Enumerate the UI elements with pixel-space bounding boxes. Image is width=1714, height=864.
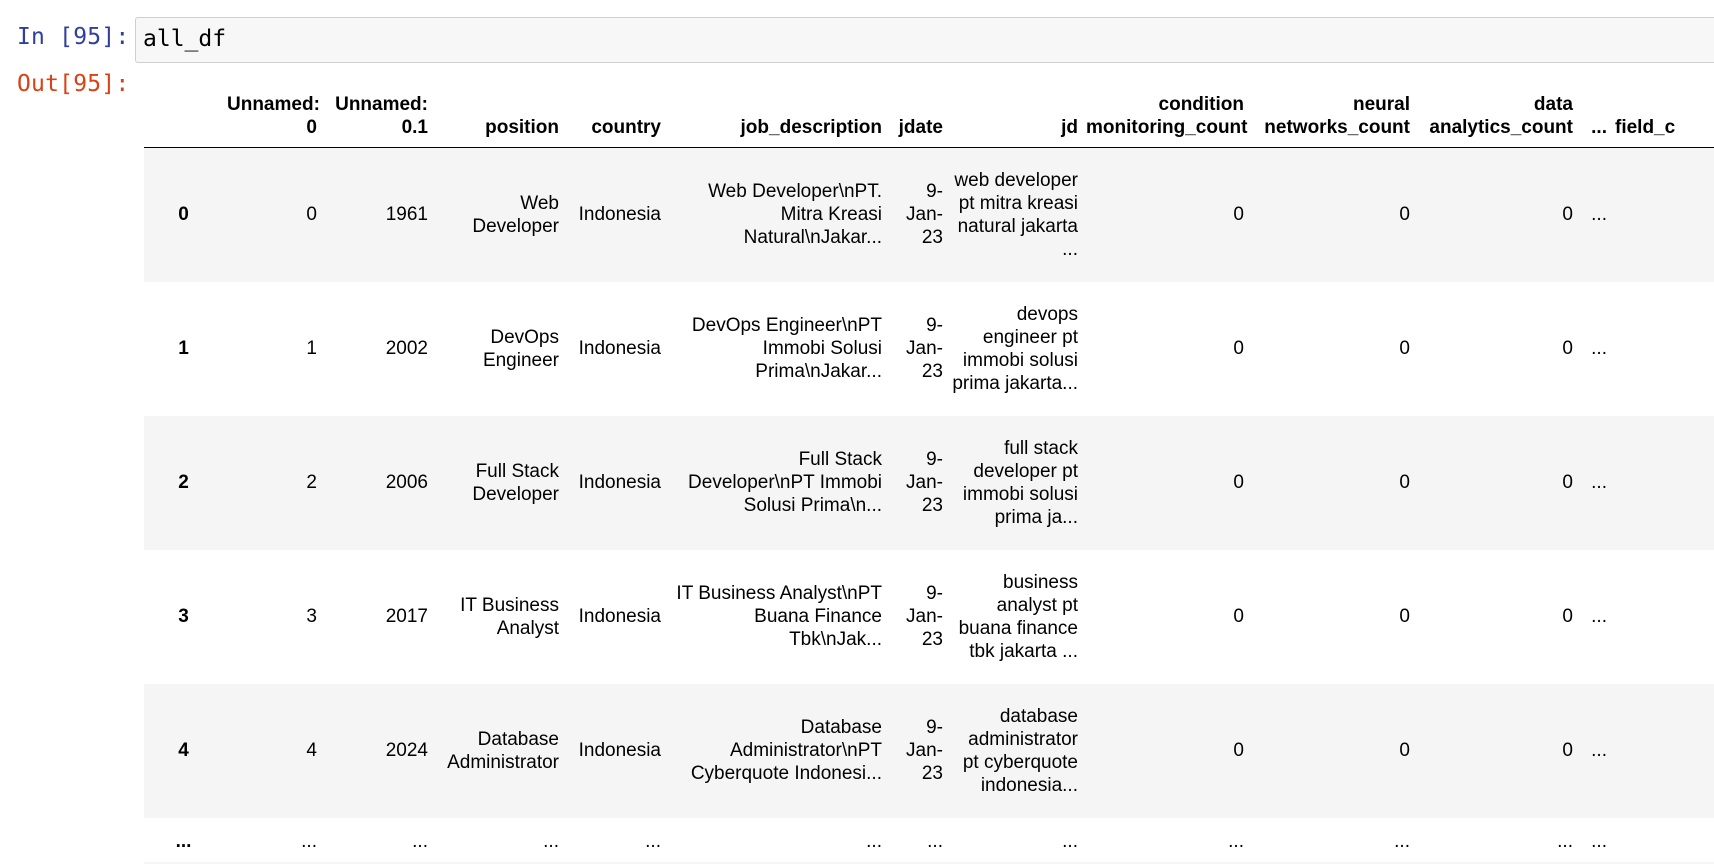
cell-neural-networks-count: 0 [1399, 204, 1410, 226]
cell-jdate: 9-Jan-23 [906, 181, 943, 249]
ellipsis-cell: ... [927, 830, 943, 852]
cell-jd: devops engineer pt immobi solusi prima jakarta... [952, 303, 1078, 394]
ellipsis-cell: ... [1591, 830, 1607, 852]
cell-ellipsis: ... [1591, 606, 1607, 627]
cell-condition-monitoring-count: 0 [1233, 338, 1244, 359]
cell-unnamed-0: 0 [306, 204, 317, 226]
cell-job-description: DevOps Engineer\nPT Immobi Solusi Prima\nJakar... [691, 315, 882, 382]
row-index: 1 [178, 338, 189, 359]
header-ellipsis: ... [1577, 74, 1611, 148]
ellipsis-cell: ... [412, 830, 428, 852]
cell-jd: full stack developer pt immobi solusi prima ja... [962, 437, 1078, 528]
output-prompt: Out[95]: [17, 71, 130, 97]
code-editor[interactable]: all_df [135, 17, 1714, 63]
cell-jdate: 9-Jan-23 [906, 717, 943, 784]
cell-ellipsis: ... [1591, 338, 1607, 359]
table-row [144, 282, 1714, 416]
cell-field-c [1611, 550, 1714, 684]
cell-unnamed-0-1: 2006 [385, 472, 428, 493]
cell-unnamed-0-1: 2002 [385, 338, 428, 359]
cell-jd: business analyst pt buana finance tbk jakarta ... [958, 571, 1078, 662]
ellipsis-cell [1611, 818, 1714, 862]
cell-jd: database administrator pt cyberquote indonesia... [962, 705, 1078, 796]
cell-country: Indonesia [578, 204, 661, 226]
header-index [144, 74, 223, 148]
cell-unnamed-0: 4 [306, 740, 317, 761]
table-row [144, 148, 1714, 282]
row-index: 4 [178, 740, 189, 761]
ellipsis-cell: ... [1557, 830, 1573, 852]
table-row [144, 684, 1714, 818]
header-position: position [432, 74, 563, 148]
header-jdate: jdate [886, 74, 947, 148]
ellipsis-cell: ... [645, 830, 661, 852]
ellipsis-cell: ... [543, 830, 559, 852]
cell-country: Indonesia [578, 740, 661, 761]
cell-data-analytics-count: 0 [1562, 472, 1573, 493]
ellipsis-cell: ... [1394, 830, 1410, 852]
ellipsis-cell: ... [866, 830, 882, 852]
header-condition-monitoring-count: condition monitoring_count [1082, 74, 1248, 148]
cell-neural-networks-count: 0 [1399, 740, 1410, 761]
ellipsis-row [144, 818, 1714, 862]
header-country: country [563, 74, 665, 148]
row-index: 2 [178, 472, 189, 493]
header-job-description: job_description [665, 74, 886, 148]
cell-job-description: Full Stack Developer\nPT Immobi Solusi Prima\n... [688, 449, 882, 516]
cell-jdate: 9-Jan-23 [906, 315, 943, 382]
cell-country: Indonesia [578, 338, 661, 359]
cell-neural-networks-count: 0 [1399, 606, 1410, 627]
dataframe-table [144, 74, 1714, 864]
cell-country: Indonesia [578, 472, 661, 493]
header-unnamed-0-1: Unnamed: 0.1 [321, 74, 432, 148]
cell-jd: web developer pt mitra kreasi natural jakarta ... [954, 169, 1078, 260]
cell-condition-monitoring-count: 0 [1233, 606, 1244, 627]
cell-country: Indonesia [578, 606, 661, 627]
cell-field-c [1611, 282, 1714, 416]
cell-unnamed-0: 3 [306, 606, 317, 627]
cell-unnamed-0-1: 1961 [385, 204, 428, 226]
header-field-c: field_c [1611, 74, 1714, 148]
ellipsis-cell: ... [1062, 830, 1078, 852]
row-index: 0 [178, 204, 189, 226]
cell-field-c [1611, 684, 1714, 818]
cell-data-analytics-count: 0 [1562, 204, 1573, 226]
row-index: 3 [178, 606, 189, 627]
cell-job-description: IT Business Analyst\nPT Buana Finance Tbk\nJak... [676, 583, 882, 650]
cell-data-analytics-count: 0 [1562, 606, 1573, 627]
cell-job-description: Web Developer\nPT. Mitra Kreasi Natural\nJakar... [708, 181, 882, 249]
table-row [144, 416, 1714, 550]
cell-unnamed-0: 1 [306, 338, 317, 359]
cell-unnamed-0-1: 2024 [385, 740, 428, 761]
cell-position: Database Administrator [447, 728, 559, 773]
table-row [144, 550, 1714, 684]
header-unnamed-0: Unnamed: 0 [223, 74, 321, 148]
input-cell [0, 0, 1714, 70]
cell-unnamed-0-1: 2017 [385, 606, 428, 627]
cell-ellipsis: ... [1591, 740, 1607, 761]
cell-position: DevOps Engineer [482, 326, 559, 371]
input-prompt: In [95]: [17, 24, 130, 50]
cell-position: IT Business Analyst [460, 594, 559, 639]
cell-jdate: 9-Jan-23 [906, 449, 943, 516]
cell-neural-networks-count: 0 [1399, 472, 1410, 493]
header-data-analytics-count: data analytics_count [1414, 74, 1577, 148]
header-neural-networks-count: neural networks_count [1248, 74, 1414, 148]
output-area[interactable] [144, 74, 1714, 864]
cell-position: Full Stack Developer [472, 460, 559, 505]
cell-ellipsis: ... [1591, 204, 1607, 226]
cell-ellipsis: ... [1591, 472, 1607, 493]
header-jd: jd [947, 74, 1082, 148]
cell-data-analytics-count: 0 [1562, 338, 1573, 359]
cell-condition-monitoring-count: 0 [1233, 204, 1244, 226]
cell-field-c [1611, 416, 1714, 550]
ellipsis-cell: ... [301, 830, 317, 852]
header-row [144, 74, 1714, 148]
cell-position: Web Developer [472, 192, 559, 237]
cell-condition-monitoring-count: 0 [1233, 472, 1244, 493]
row-index: ... [175, 830, 192, 852]
cell-condition-monitoring-count: 0 [1233, 740, 1244, 761]
cell-job-description: Database Administrator\nPT Cyberquote Indonesi... [690, 717, 882, 784]
ellipsis-cell: ... [1228, 830, 1244, 852]
cell-data-analytics-count: 0 [1562, 740, 1573, 761]
cell-unnamed-0: 2 [306, 472, 317, 493]
cell-field-c [1611, 148, 1714, 282]
cell-neural-networks-count: 0 [1399, 338, 1410, 359]
cell-jdate: 9-Jan-23 [906, 583, 943, 650]
